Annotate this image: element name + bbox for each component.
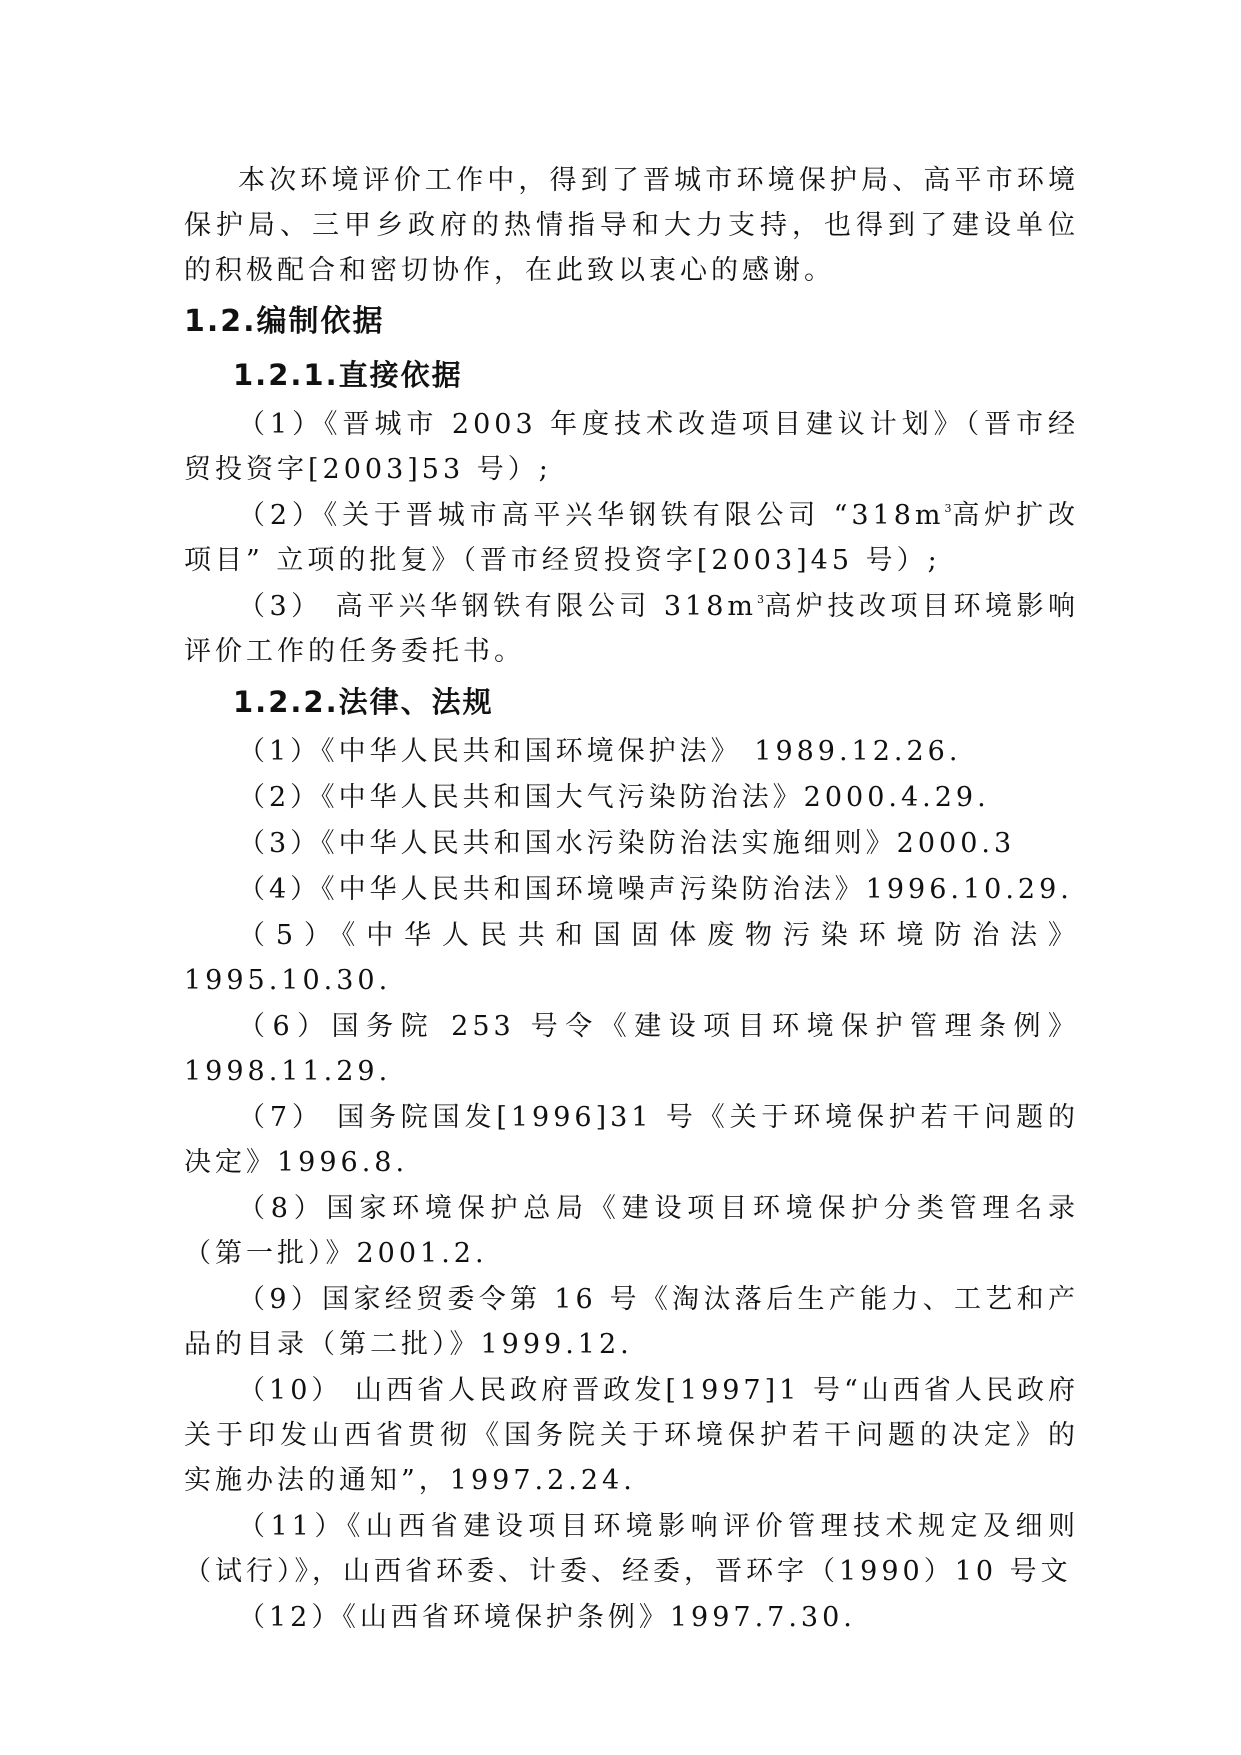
page-content — [184, 158, 1079, 1641]
law-item: （9）国家经贸委令第 16 号《淘汰落后生产能力、工艺和产品的目录（第二批）》1999.12. — [184, 1284, 1079, 1360]
subsection-heading-1-2-2: 1.2.2.法律、法规 — [233, 685, 494, 719]
direct-basis-item: （1）《晋城市 2003 年度技术改造项目建议计划》（晋市经贸投资字[2003]53 号）; — [184, 409, 1079, 485]
law-item: （8）国家环境保护总局《建设项目环境保护分类管理名录（第一批）》2001.2. — [184, 1193, 1079, 1269]
law-item: （5）《中华人民共和国固体废物污染环境防治法》1995.10.30. — [184, 920, 1079, 996]
law-item: （6）国务院 253 号令《建设项目环境保护管理条例》1998.11.29. — [184, 1011, 1079, 1087]
laws-list — [184, 729, 1079, 1640]
item-text: （2）《关于晋城市高平兴华钢铁有限公司 “318m — [238, 500, 945, 531]
law-item: （11）《山西省建设项目环境影响评价管理技术规定及细则（试行）》，山西省环委、计委、经委，晋环字（1990）10 号文 — [184, 1511, 1079, 1587]
direct-basis-item — [184, 493, 1079, 583]
section-heading-1-2: 1.2.编制依据 — [184, 304, 385, 339]
superscript: 3 — [944, 502, 952, 515]
item-text: （3） 高平兴华钢铁有限公司 318m — [238, 591, 757, 622]
law-item: （7） 国务院国发[1996]31 号《关于环境保护若干问题的决定》1996.8. — [184, 1102, 1079, 1178]
direct-basis-list — [184, 402, 1079, 674]
item-text: 高炉扩改项目” 立项的批复》（晋市经贸投资字[2003]45 号）; — [184, 500, 1079, 576]
law-item: （10） 山西省人民政府晋政发[1997]1 号“山西省人民政府关于印发山西省贯彻《国务院关于环境保护若干问题的决定》的实施办法的通知”，1997.2.24. — [184, 1375, 1079, 1496]
law-item: （12）《山西省环境保护条例》1997.7.30. — [238, 1602, 856, 1633]
law-item: （1）《中华人民共和国环境保护法》 1989.12.26. — [238, 736, 962, 767]
acknowledgement-paragraph: 本次环境评价工作中，得到了晋城市环境保护局、高平市环境保护局、三甲乡政府的热情指导和大力支持，也得到了建设单位的积极配合和密切协作，在此致以衷心的感谢。 — [184, 165, 1079, 286]
subsection-heading-1-2-1: 1.2.1.直接依据 — [233, 358, 463, 392]
direct-basis-item — [184, 584, 1079, 674]
law-item: （4）《中华人民共和国环境噪声污染防治法》1996.10.29. — [238, 874, 1073, 905]
law-item: （2）《中华人民共和国大气污染防治法》2000.4.29. — [238, 782, 990, 813]
item-text: 高炉技改项目环境影响评价工作的任务委托书。 — [184, 591, 1080, 667]
superscript: 3 — [757, 593, 764, 606]
law-item: （3）《中华人民共和国水污染防治法实施细则》2000.3 — [238, 828, 1016, 859]
